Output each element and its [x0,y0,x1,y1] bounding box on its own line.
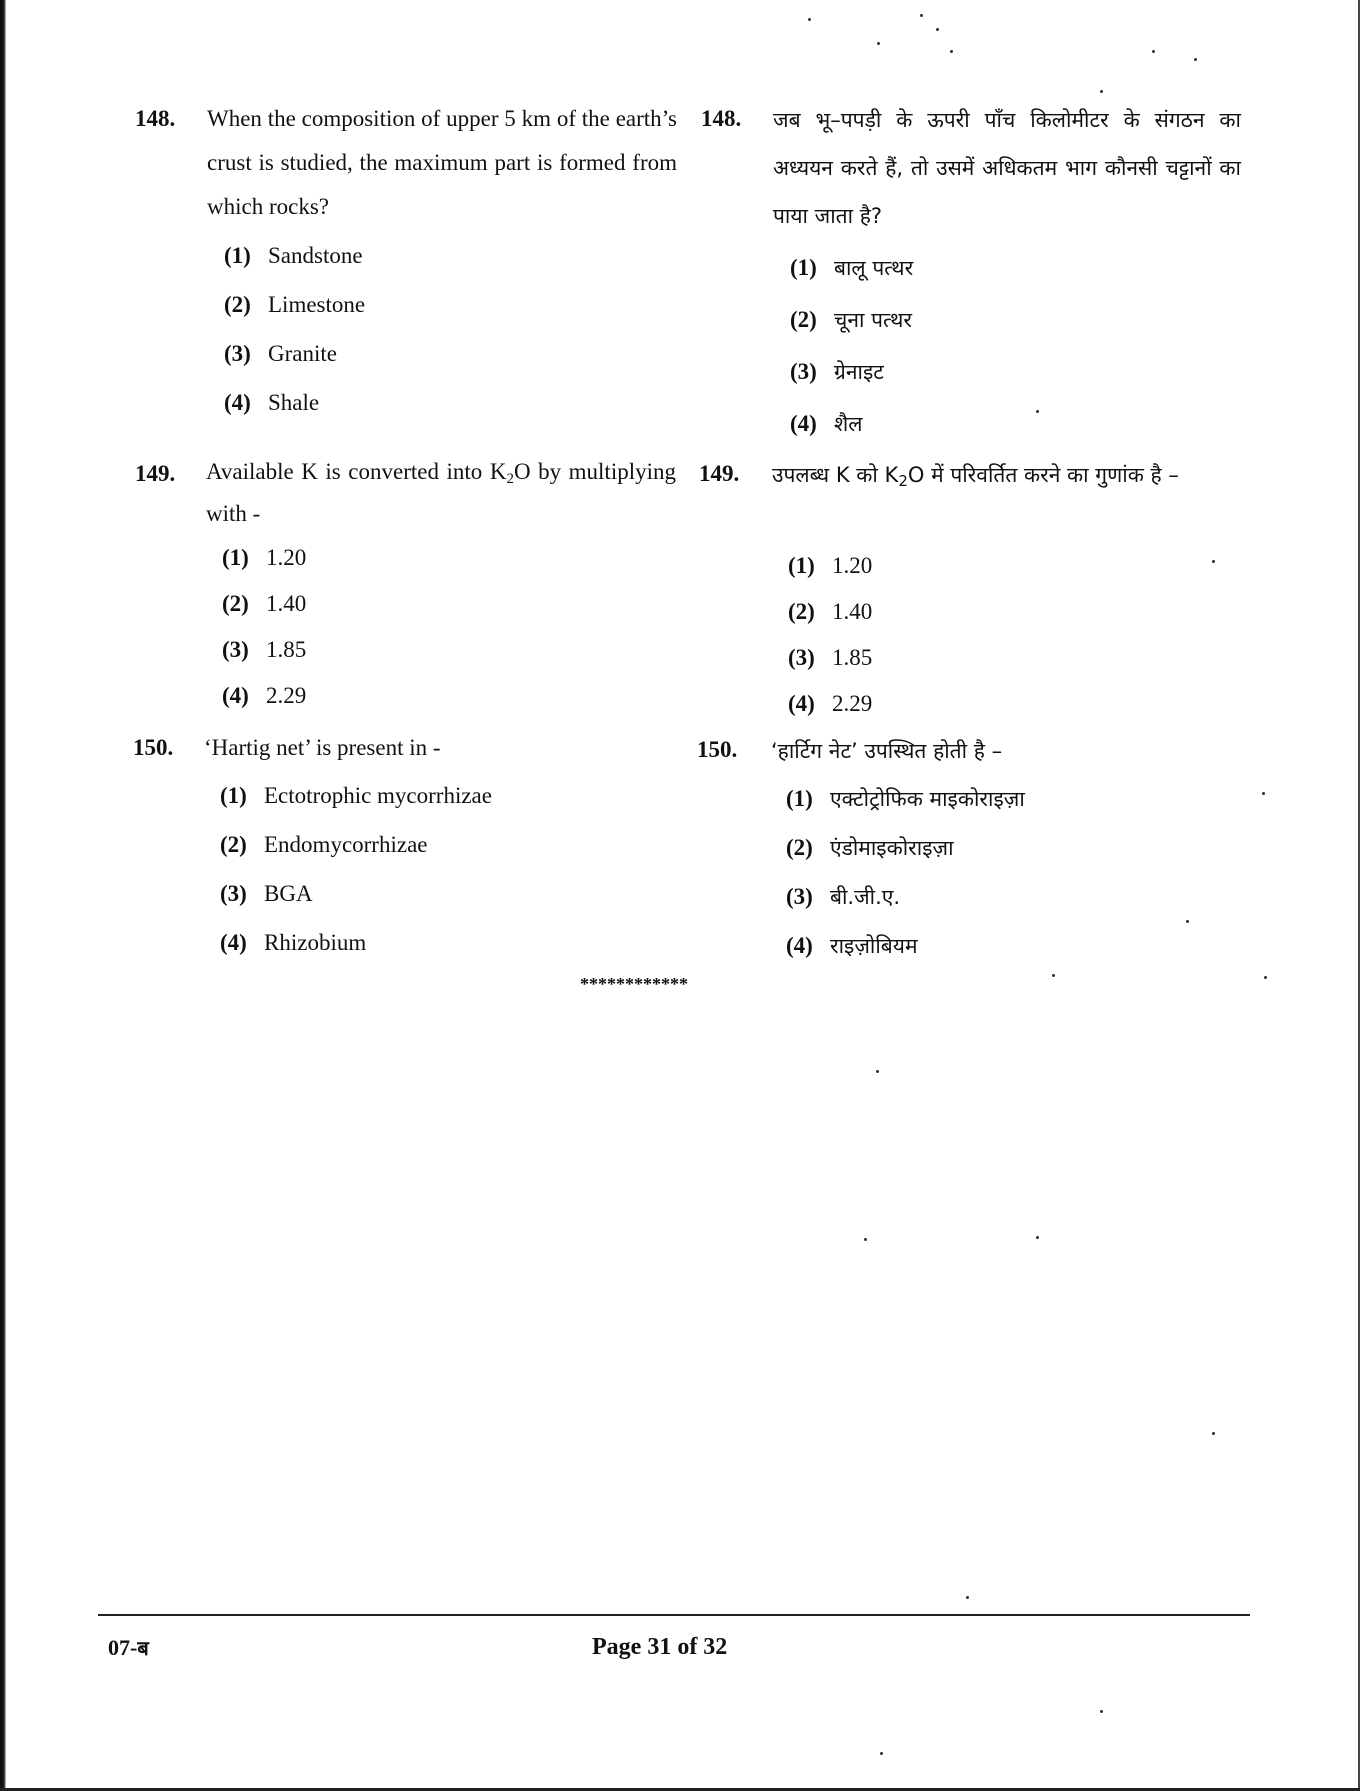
option-text: 1.85 [266,637,307,662]
option-english [222,683,306,709]
option-number: (2) [786,835,813,860]
option-hindi [786,785,1025,813]
option-english [220,930,366,956]
option-text: Endomycorrhizae [264,832,428,857]
option-number: (2) [790,307,817,332]
option-text: BGA [264,881,313,906]
scan-speck [808,18,811,21]
question-text-hindi: ‘हार्टिग नेट’ उपस्थित होती है – [771,739,1003,763]
option-number: (4) [222,683,249,708]
option-english [224,390,319,416]
option-hindi [788,645,872,671]
booklet-code: 07-ब [108,1635,149,1660]
end-of-paper-marker: ************ [580,974,688,994]
option-number: (3) [788,645,815,670]
option-text: 2.29 [832,691,873,716]
scan-speck [1262,792,1265,795]
question-number: 149. [699,461,740,486]
option-hindi [790,306,912,334]
option-text: एंडोमाइकोराइज़ा [830,836,954,860]
question-number: 150. [133,735,174,760]
option-text: Ectotrophic mycorrhizae [264,783,492,808]
option-hindi [786,883,900,911]
option-number: (1) [224,243,251,268]
scan-speck [880,1752,883,1755]
scan-speck [1036,410,1039,413]
option-number: (2) [220,832,247,857]
option-english [220,783,492,809]
scan-edge [0,0,6,1791]
question-number: 149. [135,461,176,486]
scan-speck [936,28,939,31]
option-text: राइज़ोबियम [830,934,918,958]
option-number: (4) [224,390,251,415]
option-hindi [788,599,872,625]
option-hindi [788,553,872,579]
option-number: (2) [788,599,815,624]
scan-speck [1264,976,1267,979]
option-hindi [790,358,884,386]
option-text: चूना पत्थर [834,308,912,332]
question-number: 150. [697,737,738,762]
option-text: Granite [268,341,337,366]
option-hindi [788,691,872,717]
option-hindi [790,410,863,438]
question-text-hindi: जब भू–पपड़ी के ऊपरी पाँच किलोमीटर के संगठन का अध्ययन करते हैं, तो उसमें अधिकतम भाग कौनसी चट्टानों का पाया जाता है? [773,108,1241,228]
option-number: (4) [788,691,815,716]
page-number: Page 31 of 32 [592,1634,728,1660]
question-number: 148. [135,106,176,131]
option-text: 1.20 [266,545,307,570]
option-english [220,832,427,858]
option-number: (3) [220,881,247,906]
option-english [220,881,313,907]
option-hindi [786,834,954,862]
scan-speck [1036,1236,1039,1239]
option-number: (3) [224,341,251,366]
option-text: एक्टोट्रोफिक माइकोराइज़ा [830,787,1025,811]
question-number: 148. [701,106,742,131]
footer-rule [98,1614,1250,1616]
question-text-english: Available K is converted into $K_2O$ by multiplying with - [206,459,676,526]
option-english [224,292,365,318]
option-number: (4) [790,411,817,436]
option-number: (2) [224,292,251,317]
option-text: Shale [268,390,320,415]
option-number: (4) [786,933,813,958]
option-number: (2) [222,591,249,616]
option-english [222,591,306,617]
question-text-hindi: उपलब्ध K को $K_2O$ में परिवर्तित करने का गुणांक है – [772,463,1179,490]
option-number: (1) [222,545,249,570]
option-hindi [790,254,913,282]
option-english [224,243,363,269]
scan-speck [1212,1432,1215,1435]
option-text: 1.40 [266,591,307,616]
option-number: (1) [786,786,813,811]
option-number: (1) [788,553,815,578]
option-text: बी.जी.ए. [830,885,901,909]
option-text: Rhizobium [264,930,367,955]
scan-speck [1186,920,1189,923]
scan-speck [1152,50,1155,53]
scan-speck [877,42,880,45]
scan-speck [1052,974,1055,977]
option-hindi [786,932,918,960]
option-number: (3) [790,359,817,384]
option-text: Sandstone [268,243,363,268]
option-number: (4) [220,930,247,955]
option-text: 1.85 [832,645,873,670]
scan-speck [950,50,953,53]
scan-speck [920,14,923,17]
scan-speck [1100,90,1103,93]
option-number: (3) [786,884,813,909]
option-text: शैल [834,412,863,436]
scan-speck [966,1596,969,1599]
question-text-english: When the composition of upper 5 km of the earth’s crust is studied, the maximum part is formed from which rocks? [207,106,677,219]
option-number: (3) [222,637,249,662]
option-number: (1) [220,783,247,808]
option-text: 1.40 [832,599,873,624]
option-text: 2.29 [266,683,307,708]
scan-speck [1194,58,1197,61]
question-text-english: ‘Hartig net’ is present in - [204,735,441,760]
option-number: (1) [790,255,817,280]
option-text: ग्रेनाइट [834,360,884,384]
option-english [222,637,306,663]
option-english [222,545,306,571]
option-text: 1.20 [832,553,873,578]
scan-speck [876,1070,879,1073]
scan-speck [864,1238,867,1241]
option-english [224,341,337,367]
option-text: बालू पत्थर [834,256,914,280]
option-text: Limestone [268,292,366,317]
scan-speck [1212,560,1215,563]
scan-speck [1100,1710,1103,1713]
